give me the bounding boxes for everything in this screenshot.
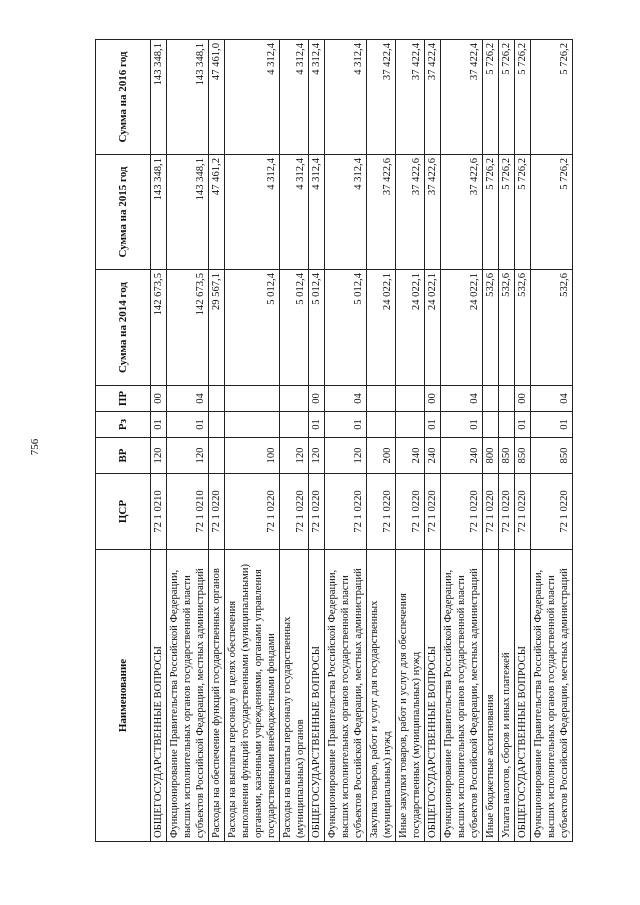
row-name-cell: Иные закупки товаров, работ и услуг для обеспечения государственных (муниципальных) нужд <box>396 550 425 842</box>
row-sum-2016-cell: 5 726,2 <box>515 40 531 155</box>
row-name-cell: ОБЩЕГОСУДАРСТВЕННЫЕ ВОПРОСЫ <box>425 550 441 842</box>
row-name-cell: Функционирование Правительства Российской Федерации, высших исполнительных органов государственной власти субъектов Российской Федерации, местных администраций <box>531 550 573 842</box>
row-sum-2016-cell: 37 422,4 <box>396 40 425 155</box>
row-vr-cell: 800 <box>483 438 499 474</box>
row-sum-2015-cell: 4 312,4 <box>225 155 280 270</box>
table-row <box>515 40 531 842</box>
row-vr-cell: 850 <box>499 438 515 474</box>
row-name-cell: Расходы на обеспечение функций государственных органов <box>209 550 225 842</box>
row-vr-cell: 240 <box>396 438 425 474</box>
row-vr-cell: 120 <box>167 438 209 474</box>
table-row <box>225 40 280 842</box>
row-sum-2016-cell: 5 726,2 <box>531 40 573 155</box>
row-sum-2016-cell: 5 726,2 <box>499 40 515 155</box>
row-csr-cell: 72 1 0220 <box>425 474 441 550</box>
row-rz-cell <box>225 412 280 438</box>
row-sum-2015-cell: 143 348,1 <box>167 155 209 270</box>
row-vr-cell: 850 <box>531 438 573 474</box>
row-sum-2014-cell: 5 012,4 <box>309 270 325 386</box>
rotated-table-wrapper <box>95 40 570 842</box>
table-row <box>531 40 573 842</box>
table-row <box>209 40 225 842</box>
row-sum-2015-cell: 4 312,4 <box>280 155 309 270</box>
row-pr-cell: 04 <box>325 386 367 412</box>
row-pr-cell: 00 <box>515 386 531 412</box>
row-sum-2015-cell: 5 726,2 <box>483 155 499 270</box>
row-sum-2016-cell: 37 422,4 <box>425 40 441 155</box>
row-sum-2015-cell: 5 726,2 <box>515 155 531 270</box>
table-row <box>325 40 367 842</box>
row-pr-cell <box>209 386 225 412</box>
row-rz-cell <box>499 412 515 438</box>
row-name-cell: ОБЩЕГОСУДАРСТВЕННЫЕ ВОПРОСЫ <box>515 550 531 842</box>
row-rz-cell: 01 <box>325 412 367 438</box>
row-sum-2016-cell: 4 312,4 <box>280 40 309 155</box>
row-sum-2014-cell: 532,6 <box>499 270 515 386</box>
row-vr-cell <box>209 438 225 474</box>
table-row <box>396 40 425 842</box>
table-header-row <box>96 40 151 842</box>
header-sum-2016: Сумма на 2016 год <box>96 40 151 155</box>
row-pr-cell <box>225 386 280 412</box>
row-sum-2014-cell: 24 022,1 <box>367 270 396 386</box>
budget-table <box>95 39 573 842</box>
row-vr-cell: 120 <box>151 438 167 474</box>
row-sum-2014-cell: 142 673,5 <box>151 270 167 386</box>
row-pr-cell <box>483 386 499 412</box>
row-csr-cell: 72 1 0220 <box>209 474 225 550</box>
row-vr-cell: 120 <box>325 438 367 474</box>
row-name-cell: Функционирование Правительства Российской Федерации, высших исполнительных органов государственной власти субъектов Российской Федерации, местных администраций <box>167 550 209 842</box>
row-csr-cell: 72 1 0220 <box>367 474 396 550</box>
table-row <box>441 40 483 842</box>
row-csr-cell: 72 1 0210 <box>167 474 209 550</box>
row-sum-2014-cell: 24 022,1 <box>396 270 425 386</box>
row-pr-cell <box>396 386 425 412</box>
row-name-cell: Расходы на выплаты персоналу государственных (муниципальных) органов <box>280 550 309 842</box>
row-sum-2016-cell: 4 312,4 <box>325 40 367 155</box>
row-sum-2015-cell: 4 312,4 <box>309 155 325 270</box>
row-sum-2016-cell: 37 422,4 <box>441 40 483 155</box>
row-sum-2015-cell: 37 422,6 <box>367 155 396 270</box>
row-rz-cell: 01 <box>515 412 531 438</box>
row-sum-2014-cell: 5 012,4 <box>280 270 309 386</box>
row-csr-cell: 72 1 0220 <box>515 474 531 550</box>
row-csr-cell: 72 1 0210 <box>151 474 167 550</box>
row-sum-2015-cell: 47 461,2 <box>209 155 225 270</box>
row-csr-cell: 72 1 0220 <box>483 474 499 550</box>
row-sum-2016-cell: 143 348,1 <box>151 40 167 155</box>
row-sum-2015-cell: 37 422,6 <box>396 155 425 270</box>
row-rz-cell <box>209 412 225 438</box>
table-row <box>167 40 209 842</box>
row-csr-cell: 72 1 0220 <box>325 474 367 550</box>
row-sum-2014-cell: 532,6 <box>515 270 531 386</box>
row-vr-cell: 120 <box>280 438 309 474</box>
row-sum-2015-cell: 5 726,2 <box>531 155 573 270</box>
row-sum-2014-cell: 24 022,1 <box>425 270 441 386</box>
row-csr-cell: 72 1 0220 <box>396 474 425 550</box>
row-rz-cell: 01 <box>531 412 573 438</box>
row-name-cell: Функционирование Правительства Российской Федерации, высших исполнительных органов государственной власти субъектов Российской Федерации, местных администраций <box>441 550 483 842</box>
row-sum-2016-cell: 47 461,0 <box>209 40 225 155</box>
row-rz-cell: 01 <box>167 412 209 438</box>
row-sum-2016-cell: 4 312,4 <box>225 40 280 155</box>
row-csr-cell: 72 1 0220 <box>531 474 573 550</box>
row-pr-cell <box>367 386 396 412</box>
row-pr-cell: 04 <box>531 386 573 412</box>
row-sum-2015-cell: 37 422,6 <box>425 155 441 270</box>
table-row <box>499 40 515 842</box>
row-vr-cell: 240 <box>441 438 483 474</box>
row-name-cell: ОБЩЕГОСУДАРСТВЕННЫЕ ВОПРОСЫ <box>309 550 325 842</box>
row-rz-cell: 01 <box>441 412 483 438</box>
header-name: Наименование <box>96 550 151 842</box>
table-row <box>483 40 499 842</box>
row-sum-2014-cell: 5 012,4 <box>325 270 367 386</box>
row-sum-2016-cell: 4 312,4 <box>309 40 325 155</box>
row-pr-cell: 04 <box>167 386 209 412</box>
row-csr-cell: 72 1 0220 <box>225 474 280 550</box>
row-pr-cell: 04 <box>441 386 483 412</box>
row-vr-cell: 100 <box>225 438 280 474</box>
header-vr: ВР <box>96 438 151 474</box>
row-rz-cell: 01 <box>425 412 441 438</box>
row-name-cell: Закупка товаров, работ и услуг для государственных (муниципальных) нужд <box>367 550 396 842</box>
row-sum-2014-cell: 5 012,4 <box>225 270 280 386</box>
row-sum-2014-cell: 142 673,5 <box>167 270 209 386</box>
row-rz-cell: 01 <box>309 412 325 438</box>
row-vr-cell: 120 <box>309 438 325 474</box>
row-pr-cell: 00 <box>425 386 441 412</box>
row-vr-cell: 240 <box>425 438 441 474</box>
row-sum-2015-cell: 143 348,1 <box>151 155 167 270</box>
row-pr-cell <box>499 386 515 412</box>
row-sum-2015-cell: 4 312,4 <box>325 155 367 270</box>
row-sum-2014-cell: 29 567,1 <box>209 270 225 386</box>
table-row <box>151 40 167 842</box>
row-rz-cell <box>396 412 425 438</box>
row-sum-2015-cell: 5 726,2 <box>499 155 515 270</box>
row-vr-cell: 850 <box>515 438 531 474</box>
row-name-cell: Расходы на выплаты персоналу в целях обеспечения выполнения функций государственными (муниципальными) органами, казенными учреждениями, органами управления государственными внебюджетными фондами <box>225 550 280 842</box>
row-csr-cell: 72 1 0220 <box>309 474 325 550</box>
row-pr-cell <box>280 386 309 412</box>
header-rz: Рз <box>96 412 151 438</box>
row-pr-cell: 00 <box>151 386 167 412</box>
row-csr-cell: 72 1 0220 <box>441 474 483 550</box>
table-row <box>280 40 309 842</box>
row-sum-2016-cell: 37 422,4 <box>367 40 396 155</box>
row-csr-cell: 72 1 0220 <box>280 474 309 550</box>
table-row <box>425 40 441 842</box>
row-sum-2014-cell: 24 022,1 <box>441 270 483 386</box>
row-rz-cell: 01 <box>151 412 167 438</box>
row-sum-2016-cell: 5 726,2 <box>483 40 499 155</box>
row-rz-cell <box>280 412 309 438</box>
row-rz-cell <box>483 412 499 438</box>
table-row <box>309 40 325 842</box>
header-sum-2014: Сумма на 2014 год <box>96 270 151 386</box>
row-name-cell: ОБЩЕГОСУДАРСТВЕННЫЕ ВОПРОСЫ <box>151 550 167 842</box>
row-name-cell: Иные бюджетные ассигнования <box>483 550 499 842</box>
row-vr-cell: 200 <box>367 438 396 474</box>
row-sum-2014-cell: 532,6 <box>531 270 573 386</box>
row-sum-2016-cell: 143 348,1 <box>167 40 209 155</box>
row-sum-2015-cell: 37 422,6 <box>441 155 483 270</box>
row-rz-cell <box>367 412 396 438</box>
header-csr: ЦСР <box>96 474 151 550</box>
header-pr: ПР <box>96 386 151 412</box>
table-row <box>367 40 396 842</box>
row-name-cell: Функционирование Правительства Российской Федерации, высших исполнительных органов государственной власти субъектов Российской Федерации, местных администраций <box>325 550 367 842</box>
row-sum-2014-cell: 532,6 <box>483 270 499 386</box>
row-pr-cell: 00 <box>309 386 325 412</box>
row-name-cell: Уплата налогов, сборов и иных платежей <box>499 550 515 842</box>
table-body <box>151 40 573 842</box>
page-number: 756 <box>29 438 41 456</box>
row-csr-cell: 72 1 0220 <box>499 474 515 550</box>
header-sum-2015: Сумма на 2015 год <box>96 155 151 270</box>
